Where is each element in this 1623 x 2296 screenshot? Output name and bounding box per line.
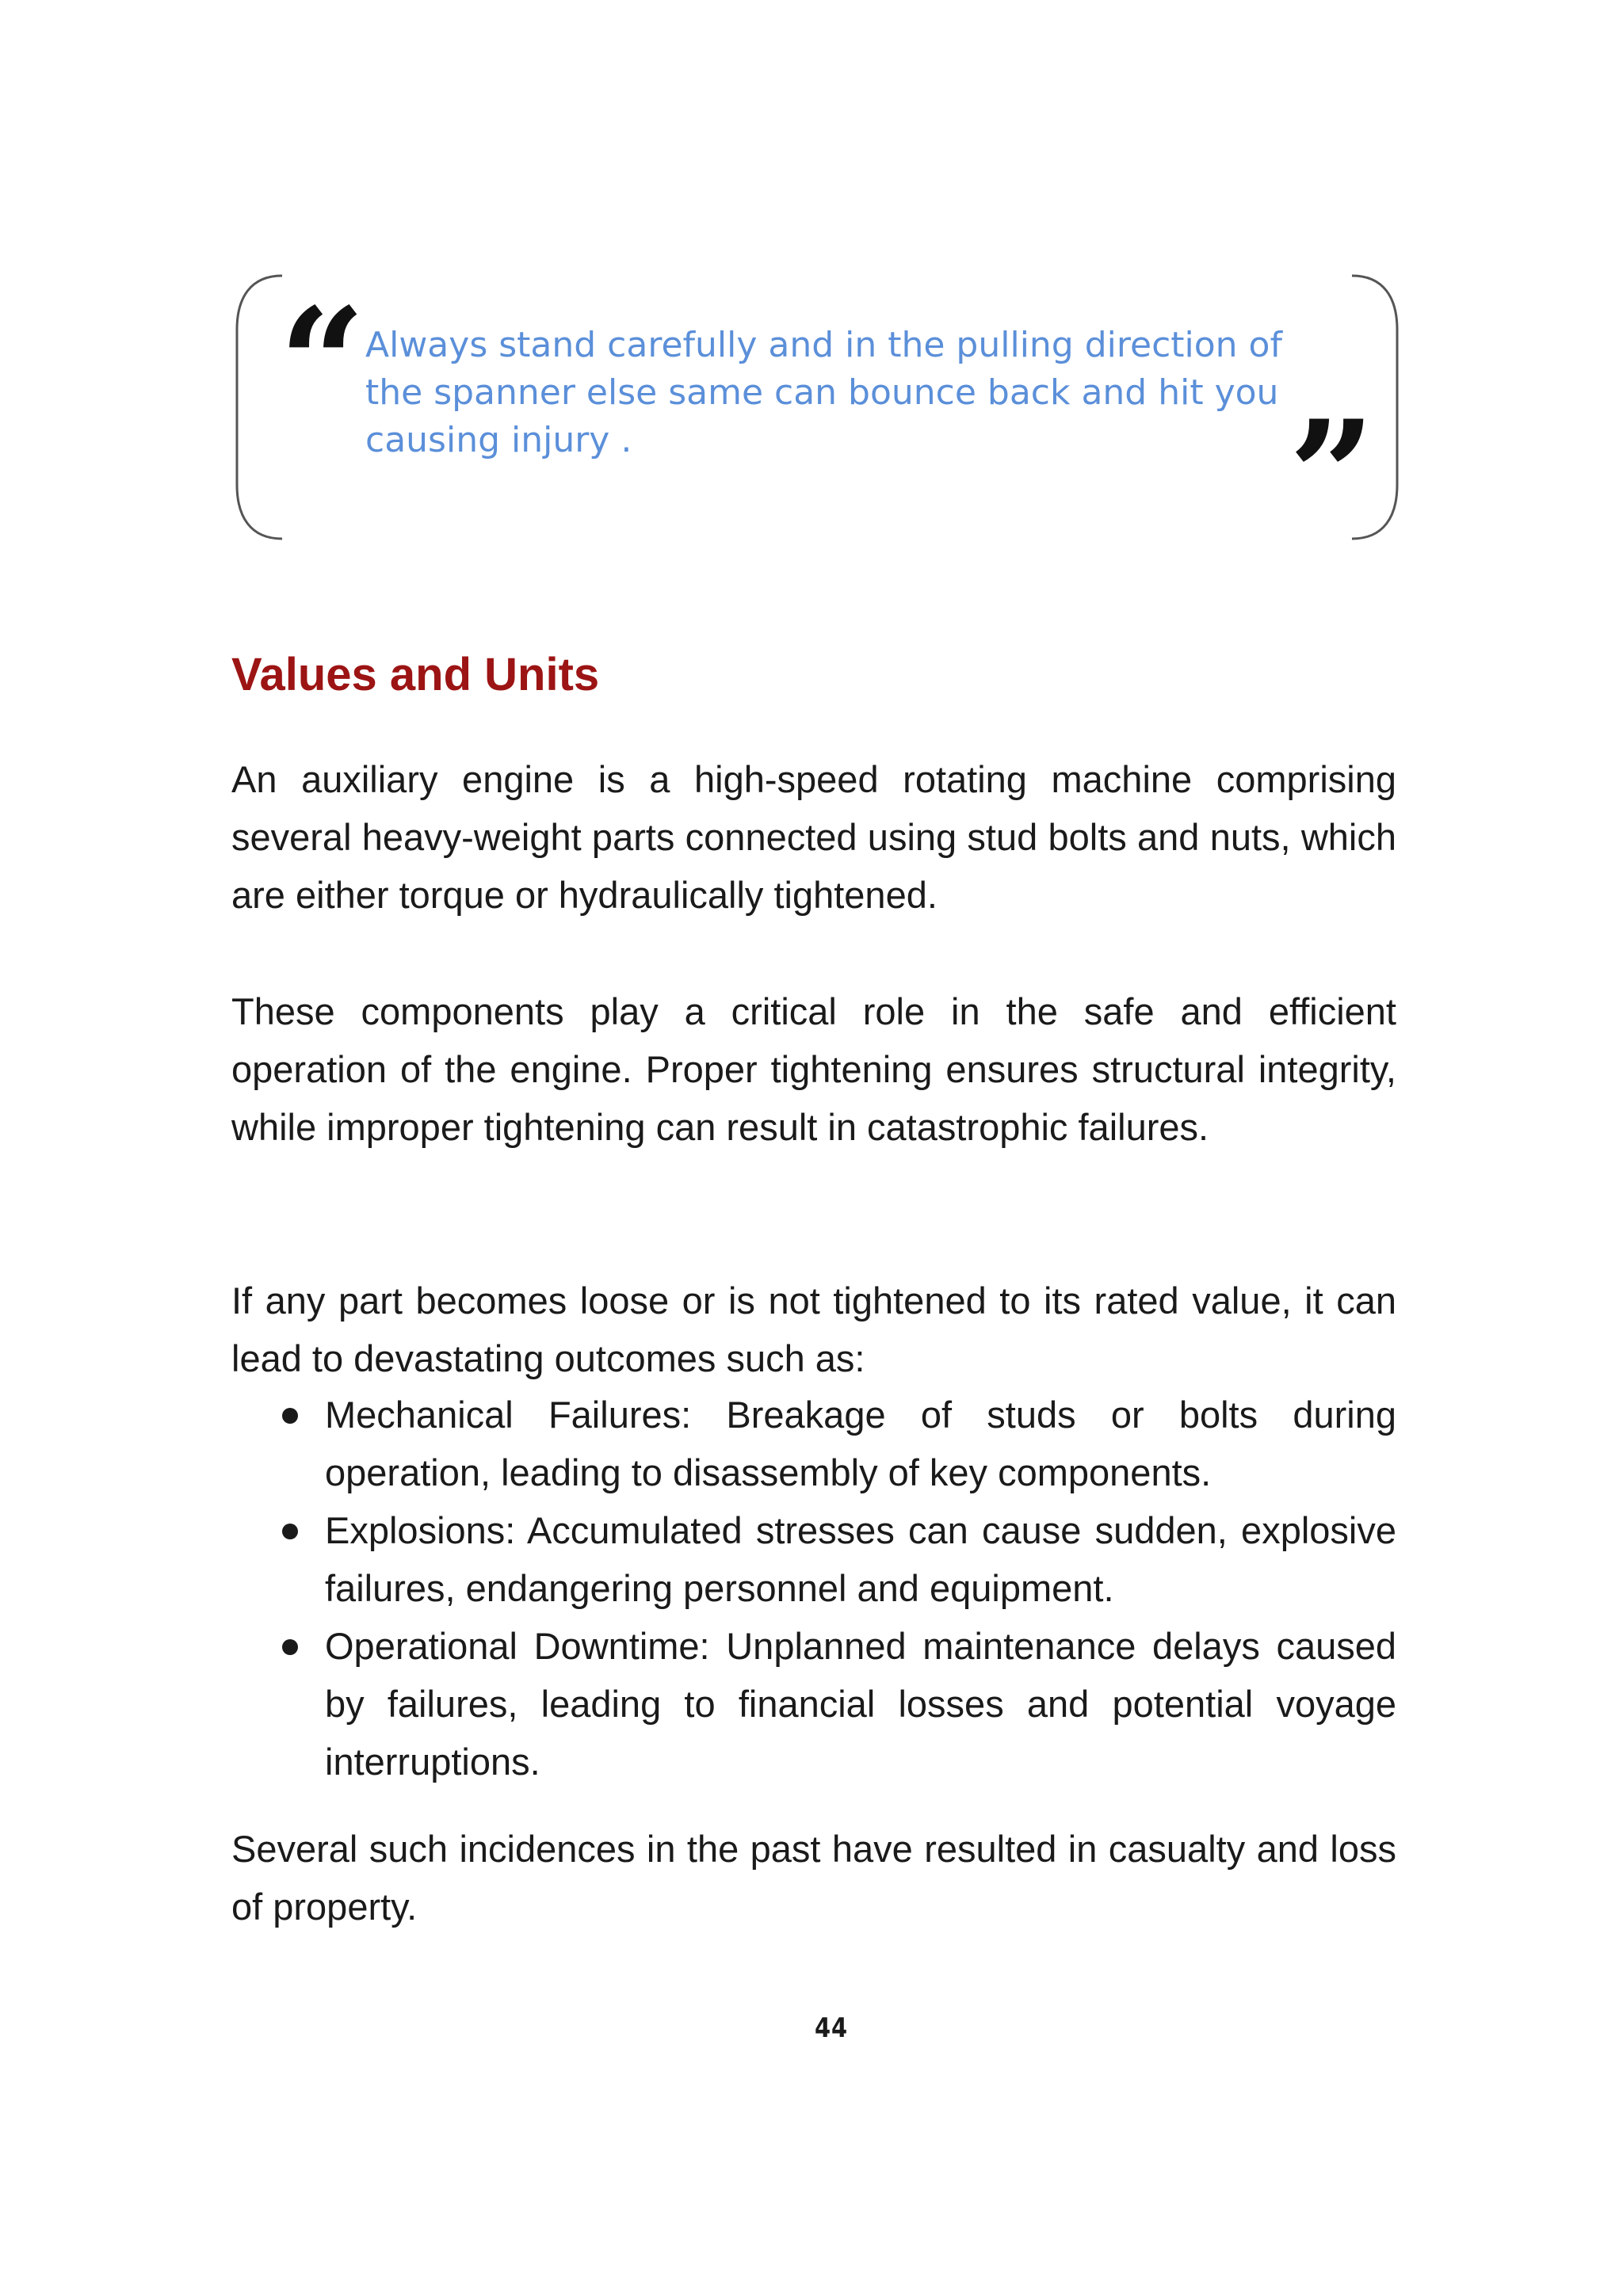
quote-frame-left-bracket <box>237 276 282 539</box>
outcomes-list <box>231 1386 1396 1791</box>
quote-callout <box>235 274 1400 564</box>
paragraph-intro: An auxiliary engine is a high-speed rotating machine comprising several heavy-weight parts connected using stud bolts and nuts, which are either torque or hydraulically tightened. <box>231 758 1396 916</box>
page-number: 44 <box>815 2012 848 2044</box>
paragraph-closing: Several such incidences in the past have resulted in casualty and loss of property. <box>231 1828 1396 1928</box>
bullet-dot-icon <box>282 1408 298 1424</box>
list-item <box>231 1617 1396 1791</box>
list-item <box>231 1501 1396 1617</box>
bullet-dot-icon <box>282 1524 298 1539</box>
section-heading: Values and Units <box>231 649 600 700</box>
close-quote-icon: ” <box>1289 387 1376 564</box>
list-item-text: Operational Downtime: Unplanned maintenance delays caused by failures, leading to financial losses and potential voyage interruptions. <box>325 1625 1396 1783</box>
list-item-text: Explosions: Accumulated stresses can cause sudden, explosive failures, endangering personnel and equipment. <box>325 1509 1396 1609</box>
bullet-dot-icon <box>282 1639 298 1655</box>
list-item-text: Mechanical Failures: Breakage of studs or bolts during operation, leading to disassembly of key components. <box>325 1394 1396 1493</box>
paragraph-outcomes: If any part becomes loose or is not tightened to its rated value, it can lead to devastating outcomes such as: <box>231 1280 1396 1379</box>
paragraph-components: These components play a critical role in the safe and efficient operation of the engine. Proper tightening ensures structural integrity, while improper tightening can result in catastrophic failures. <box>231 990 1396 1148</box>
open-quote-icon: “ <box>279 275 366 452</box>
list-item <box>231 1386 1396 1501</box>
quote-text: Always stand carefully and in the pulling direction of the spanner else same can bounce back and hit you causing injury . <box>365 325 1282 460</box>
